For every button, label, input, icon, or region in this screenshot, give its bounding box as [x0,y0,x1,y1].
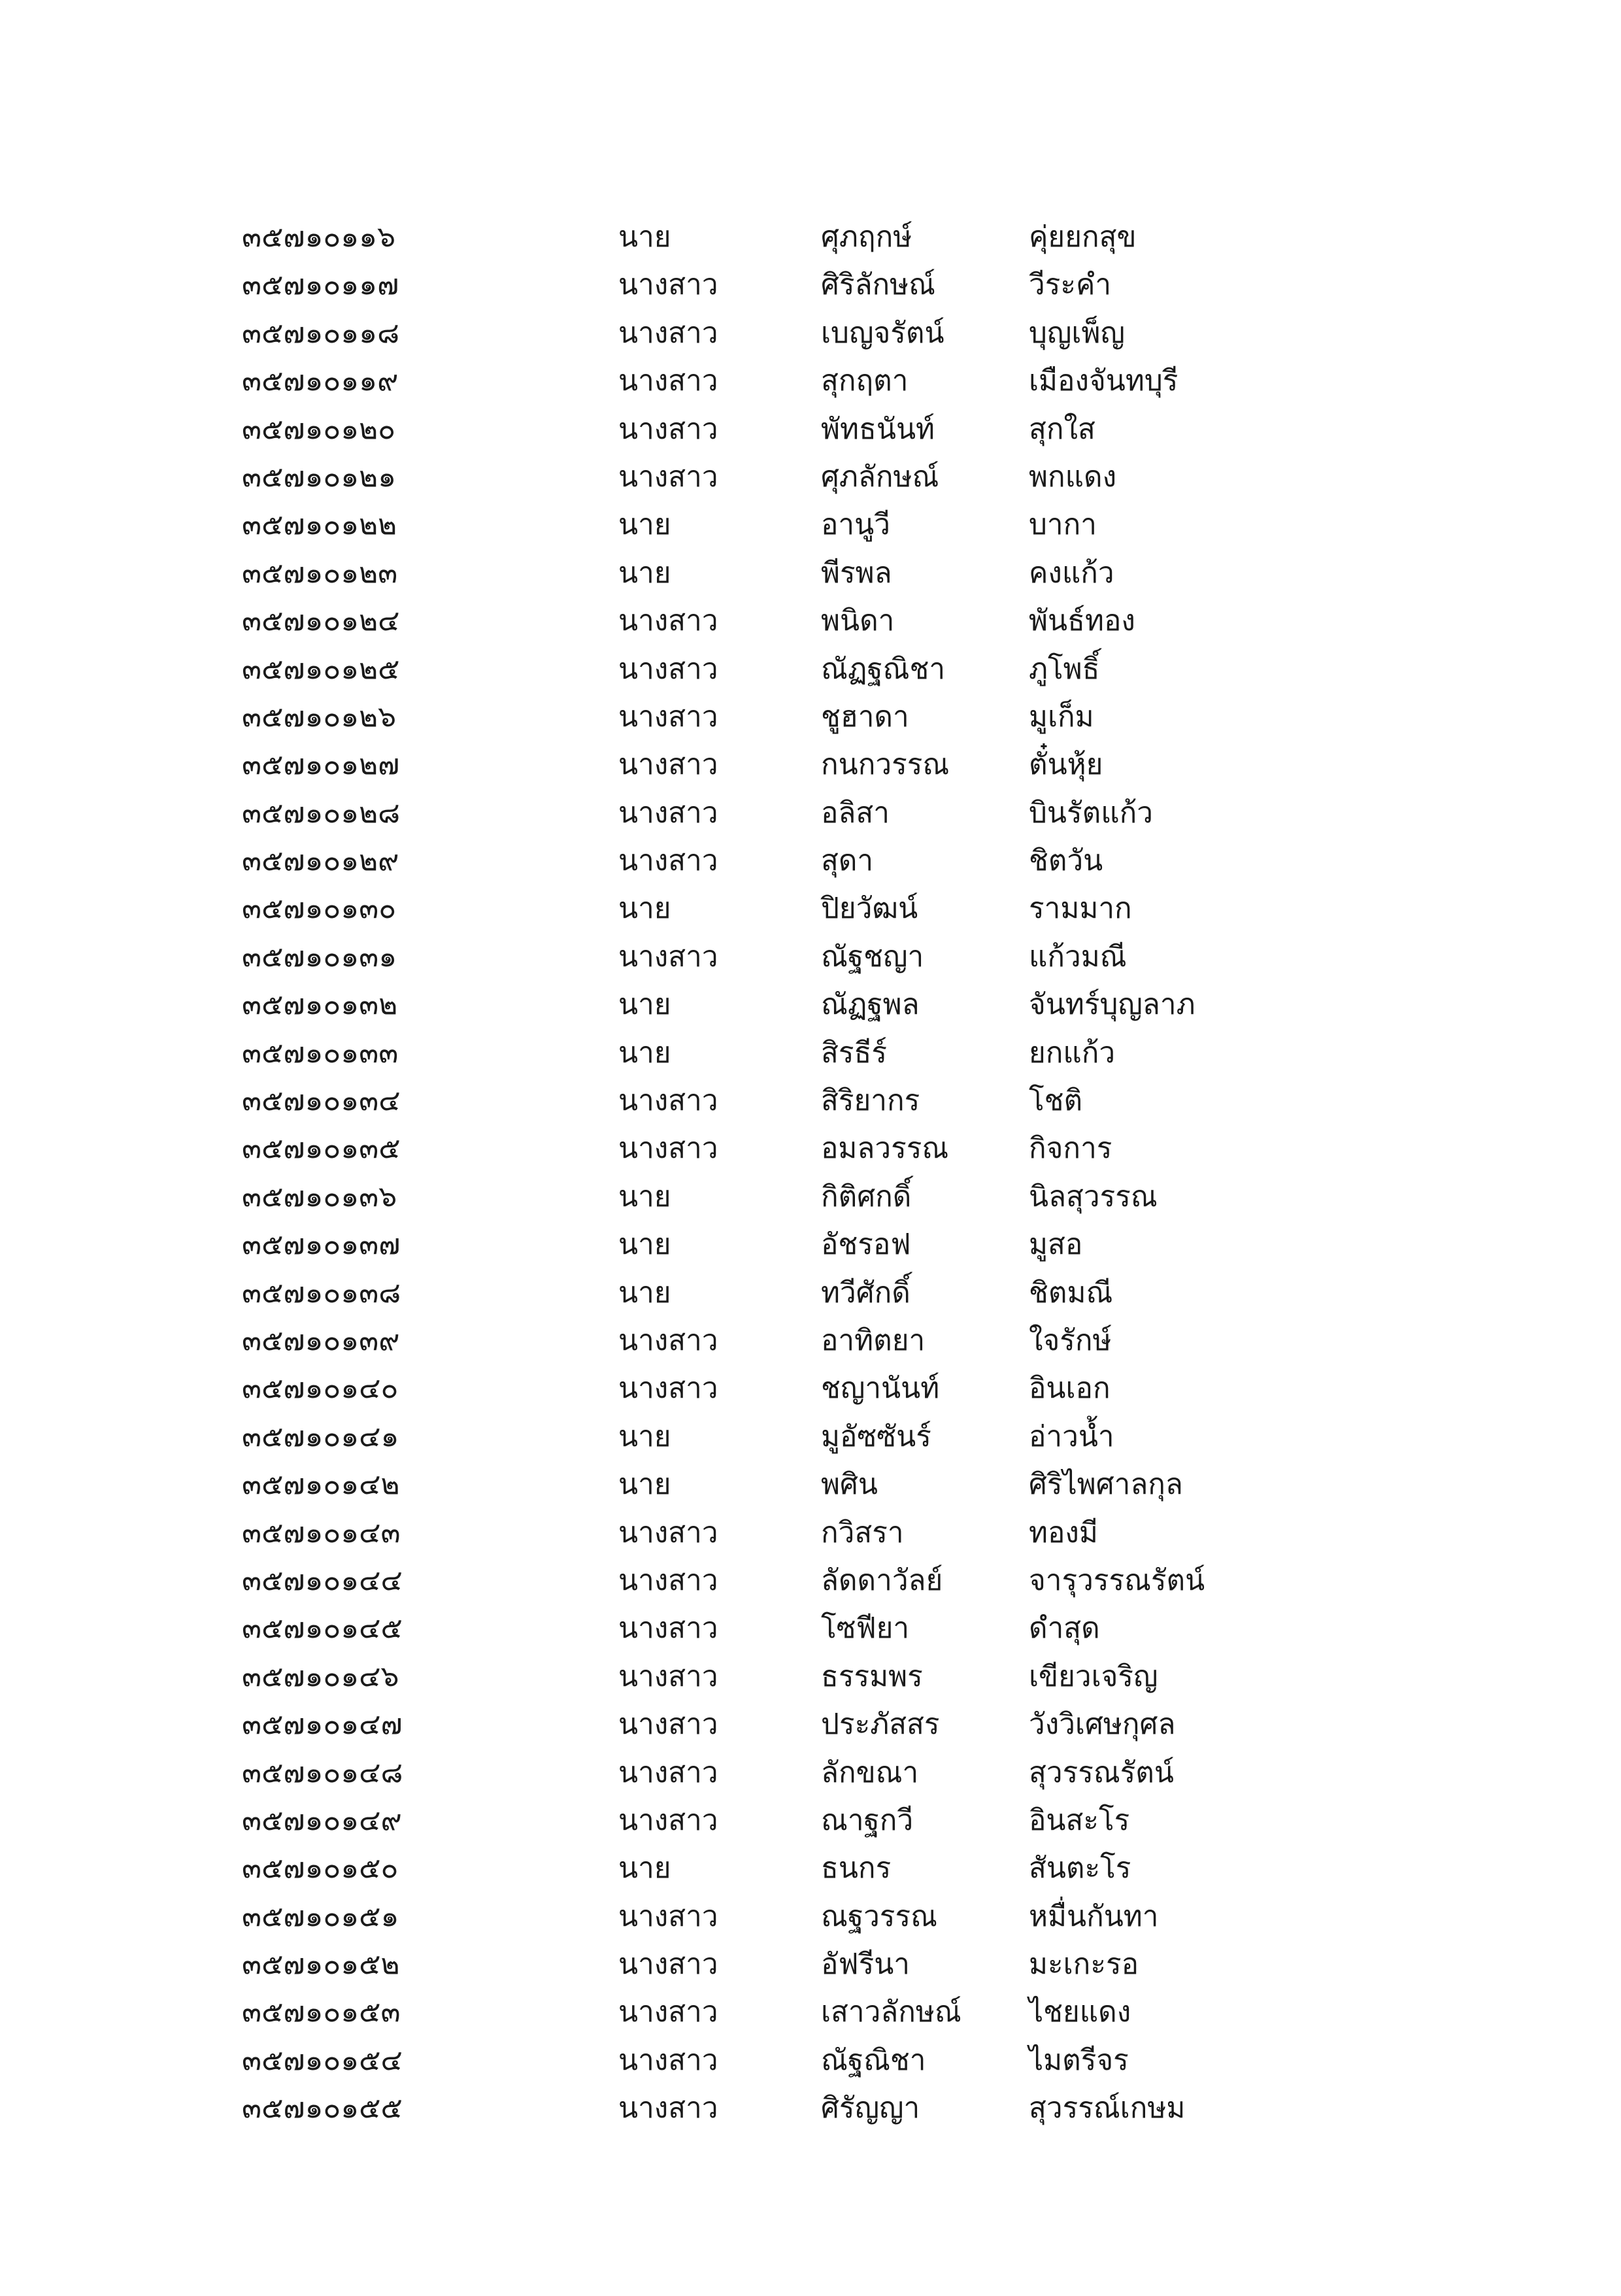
name-title-cell: นาย [618,1036,671,1070]
last-name-cell: หมื่นกันทา [1029,1899,1159,1933]
table-row [242,789,1418,837]
last-name-cell: รามมาก [1029,892,1132,926]
name-title-cell: นางสาว [618,460,718,494]
student-id-cell: ๓๕๗๑๐๑๕๑ [242,1899,399,1933]
student-id-cell: ๓๕๗๑๐๑๓๙ [242,1323,400,1357]
student-id-cell: ๓๕๗๑๐๑๕๕ [242,2091,403,2125]
name-title-cell: นางสาว [618,604,718,638]
student-id-cell: ๓๕๗๑๐๑๓๒ [242,988,398,1022]
student-id-cell: ๓๕๗๑๐๑๒๐ [242,412,396,446]
first-name-cell: อลิสา [821,796,890,830]
last-name-cell: นิลสุวรรณ [1029,1179,1158,1213]
name-title-cell: นางสาว [618,2043,718,2077]
last-name-cell: คงแก้ว [1029,556,1114,590]
first-name-cell: ณัฐณิชา [821,2043,926,2077]
name-title-cell: นางสาว [618,1948,718,1982]
first-name-cell: สุดา [821,844,874,878]
name-title-cell: นาย [618,988,671,1022]
name-title-cell: นางสาว [618,268,718,302]
last-name-cell: บากา [1029,508,1097,542]
student-id-cell: ๓๕๗๑๐๑๕๓ [242,1995,401,2029]
student-id-cell: ๓๕๗๑๐๑๔๐ [242,1372,399,1406]
first-name-cell: สิรธีร์ [821,1036,887,1070]
last-name-cell: สุวรรณรัตน์ [1029,1755,1174,1789]
table-row [242,1893,1418,1940]
table-row [242,1557,1418,1604]
student-id-cell: ๓๕๗๑๐๑๕๐ [242,1851,399,1885]
first-name-cell: ศุภลักษณ์ [821,460,939,494]
first-name-cell: พศิน [821,1468,878,1502]
student-id-cell: ๓๕๗๑๐๑๕๔ [242,2043,403,2077]
student-id-cell: ๓๕๗๑๐๑๓๓ [242,1036,399,1070]
table-row [242,405,1418,453]
student-id-cell: ๓๕๗๑๐๑๓๗ [242,1228,401,1262]
student-id-cell: ๓๕๗๑๐๑๔๖ [242,1659,399,1693]
table-row [242,1940,1418,1988]
student-id-cell: ๓๕๗๑๐๑๒๗ [242,748,400,782]
table-row [242,357,1418,405]
last-name-cell: กิจการ [1029,1132,1112,1166]
name-title-cell: นาย [618,1419,671,1453]
table-row [242,1221,1418,1268]
table-row [242,1029,1418,1077]
first-name-cell: สิริยากร [821,1084,920,1118]
first-name-cell: ธรรมพร [821,1659,923,1693]
name-title-cell: นางสาว [618,1708,718,1742]
name-title-cell: นางสาว [618,1132,718,1166]
last-name-cell: สันตะโร [1029,1851,1131,1885]
first-name-cell: ณัฐชญา [821,939,924,973]
table-row [242,981,1418,1028]
last-name-cell: บุญเพ็ญ [1029,316,1125,350]
table-row [242,2036,1418,2084]
table-row [242,453,1418,501]
last-name-cell: ชิตมณี [1029,1275,1113,1309]
first-name-cell: กวิสรา [821,1515,904,1549]
first-name-cell: ประภัสสร [821,1708,940,1742]
last-name-cell: ภูโพธิ์ [1029,652,1100,686]
student-id-cell: ๓๕๗๑๐๑๔๗ [242,1708,403,1742]
student-id-cell: ๓๕๗๑๐๑๔๔ [242,1563,403,1597]
table-row [242,501,1418,549]
name-title-cell: นางสาว [618,412,718,446]
student-id-cell: ๓๕๗๑๐๑๔๕ [242,1612,403,1646]
first-name-cell: โซฟียา [821,1612,910,1646]
first-name-cell: ณฐวรรณ [821,1899,937,1933]
first-name-cell: อานูวี [821,508,890,542]
last-name-cell: อ่าวน้ำ [1029,1419,1114,1453]
student-id-cell: ๓๕๗๑๐๑๓๔ [242,1084,401,1118]
student-id-cell: ๓๕๗๑๐๑๒๕ [242,652,400,686]
name-title-cell: นางสาว [618,1515,718,1549]
first-name-cell: พนิดา [821,604,895,638]
last-name-cell: ชิตวัน [1029,844,1103,878]
table-row [242,1269,1418,1317]
first-name-cell: ธนกร [821,1851,892,1885]
first-name-cell: ชูฮาดา [821,700,909,734]
last-name-cell: อินเอก [1029,1372,1111,1406]
last-name-cell: ตั๋นหุ้ย [1029,748,1103,782]
name-title-cell: นาย [618,1275,671,1309]
student-id-cell: ๓๕๗๑๐๑๒๖ [242,700,397,734]
first-name-cell: ลัดดาวัลย์ [821,1563,943,1597]
student-id-cell: ๓๕๗๑๐๑๒๑ [242,460,397,494]
last-name-cell: ทองมี [1029,1515,1098,1549]
name-title-cell: นางสาว [618,700,718,734]
first-name-cell: ณัฏฐณิชา [821,652,946,686]
name-title-cell: นางสาว [618,1755,718,1789]
last-name-cell: สุกใส [1029,412,1095,446]
table-row [242,1317,1418,1364]
last-name-cell: มะเกะรอ [1029,1948,1139,1982]
first-name-cell: ปิยวัฒน์ [821,892,918,926]
table-row [242,309,1418,357]
first-name-cell: อมลวรรณ [821,1132,949,1166]
student-id-cell: ๓๕๗๑๐๑๓๑ [242,939,397,973]
first-name-cell: ศิรัญญา [821,2091,920,2125]
last-name-cell: ใจรักษ์ [1029,1323,1112,1357]
last-name-cell: สุวรรณ์เกษม [1029,2091,1186,2125]
name-title-cell: นางสาว [618,748,718,782]
last-name-cell: บินรัตแก้ว [1029,796,1153,830]
first-name-cell: อัชรอฟ [821,1228,911,1262]
name-title-cell: นางสาว [618,844,718,878]
first-name-cell: กนกวรรณ [821,748,950,782]
name-title-cell: นาย [618,1228,671,1262]
last-name-cell: เมืองจันทบุรี [1029,364,1178,398]
name-title-cell: นาย [618,1851,671,1885]
table-row [242,645,1418,693]
last-name-cell: แก้วมณี [1029,939,1127,973]
name-title-cell: นาย [618,892,671,926]
student-id-cell: ๓๕๗๑๐๑๒๒ [242,508,397,542]
name-title-cell: นางสาว [618,796,718,830]
table-row [242,1844,1418,1892]
last-name-cell: ไมตรีจร [1029,2043,1129,2077]
first-name-cell: พัทธนันท์ [821,412,935,446]
student-id-cell: ๓๕๗๑๐๑๑๖ [242,220,396,254]
student-id-cell: ๓๕๗๑๐๑๒๘ [242,796,401,830]
table-row [242,1077,1418,1124]
table-row [242,1460,1418,1508]
student-id-cell: ๓๕๗๑๐๑๕๒ [242,1948,400,1982]
student-id-cell: ๓๕๗๑๐๑๔๙ [242,1803,402,1837]
table-row [242,933,1418,981]
table-row [242,1124,1418,1172]
table-row [242,837,1418,885]
last-name-cell: เขียวเจริญ [1029,1659,1158,1693]
name-title-cell: นางสาว [618,364,718,398]
name-title-cell: นางสาว [618,1659,718,1693]
student-id-cell: ๓๕๗๑๐๑๒๔ [242,604,400,638]
name-roster-table [242,213,1418,2133]
last-name-cell: วีระคำ [1029,268,1112,302]
first-name-cell: ศิริลักษณ์ [821,268,935,302]
first-name-cell: ทวีศักดิ์ [821,1275,911,1309]
first-name-cell: กิติศกดิ์ [821,1179,912,1213]
table-row [242,1604,1418,1652]
name-title-cell: นางสาว [618,1084,718,1118]
table-row [242,213,1418,261]
student-id-cell: ๓๕๗๑๐๑๔๑ [242,1419,399,1453]
table-row [242,1653,1418,1700]
name-title-cell: นาย [618,508,671,542]
first-name-cell: มูอัซซันร์ [821,1419,931,1453]
last-name-cell: มูสอ [1029,1228,1083,1262]
student-id-cell: ๓๕๗๑๐๑๒๓ [242,556,398,590]
name-title-cell: นางสาว [618,652,718,686]
table-row [242,261,1418,309]
name-title-cell: นาย [618,556,671,590]
name-title-cell: นางสาว [618,2091,718,2125]
student-id-cell: ๓๕๗๑๐๑๑๗ [242,268,399,302]
student-id-cell: ๓๕๗๑๐๑๔๒ [242,1468,400,1502]
last-name-cell: จันทร์บุญลาภ [1029,988,1195,1022]
first-name-cell: พีรพล [821,556,892,590]
last-name-cell: พกแดง [1029,460,1117,494]
first-name-cell: ณาฐกวี [821,1803,914,1837]
first-name-cell: เสาวลักษณ์ [821,1995,961,2029]
first-name-cell: ชญานันท์ [821,1372,940,1406]
first-name-cell: อัฟรีนา [821,1948,910,1982]
name-title-cell: นางสาว [618,1372,718,1406]
student-id-cell: ๓๕๗๑๐๑๔๓ [242,1515,401,1549]
name-title-cell: นางสาว [618,1899,718,1933]
student-id-cell: ๓๕๗๑๐๑๔๘ [242,1755,403,1789]
first-name-cell: เบญจรัตน์ [821,316,944,350]
student-id-cell: ๓๕๗๑๐๑๓๘ [242,1275,401,1309]
name-title-cell: นางสาว [618,316,718,350]
name-title-cell: นาย [618,1179,671,1213]
last-name-cell: ศิริไพศาลกุล [1029,1468,1183,1502]
student-id-cell: ๓๕๗๑๐๑๓๖ [242,1179,397,1213]
last-name-cell: อินสะโร [1029,1803,1130,1837]
last-name-cell: พันธ์ทอง [1029,604,1135,638]
last-name-cell: มูเก็ม [1029,700,1094,734]
last-name-cell: ยกแก้ว [1029,1036,1116,1070]
first-name-cell: ณัฏฐพล [821,988,920,1022]
table-row [242,2084,1418,2132]
table-row [242,1700,1418,1748]
table-row [242,597,1418,645]
name-title-cell: นางสาว [618,1803,718,1837]
last-name-cell: จารุวรรณรัตน์ [1029,1563,1205,1597]
last-name-cell: คุ่ยยกสุข [1029,220,1137,254]
table-row [242,885,1418,932]
table-row [242,1364,1418,1412]
student-id-cell: ๓๕๗๑๐๑๑๘ [242,316,400,350]
table-row [242,1749,1418,1797]
table-row [242,741,1418,788]
first-name-cell: ศุภฤกษ์ [821,220,912,254]
table-row [242,549,1418,597]
first-name-cell: สุกฤตา [821,364,909,398]
first-name-cell: อาทิตยา [821,1323,926,1357]
last-name-cell: ดำสุด [1029,1612,1100,1646]
name-title-cell: นางสาว [618,1995,718,2029]
table-row [242,1988,1418,2036]
name-title-cell: นางสาว [618,1563,718,1597]
last-name-cell: โชติ [1029,1084,1083,1118]
table-row [242,1509,1418,1557]
student-id-cell: ๓๕๗๑๐๑๓๐ [242,892,397,926]
table-row [242,1797,1418,1844]
table-row [242,693,1418,741]
student-id-cell: ๓๕๗๑๐๑๑๙ [242,364,399,398]
last-name-cell: ไชยแดง [1029,1995,1131,2029]
name-title-cell: นาย [618,1468,671,1502]
name-title-cell: นางสาว [618,1612,718,1646]
student-id-cell: ๓๕๗๑๐๑๒๙ [242,844,399,878]
first-name-cell: ลักขณา [821,1755,919,1789]
table-row [242,1413,1418,1460]
student-id-cell: ๓๕๗๑๐๑๓๕ [242,1132,401,1166]
name-title-cell: นางสาว [618,939,718,973]
name-title-cell: นางสาว [618,1323,718,1357]
name-title-cell: นาย [618,220,671,254]
table-row [242,1173,1418,1221]
last-name-cell: วังวิเศษกุศล [1029,1708,1176,1742]
